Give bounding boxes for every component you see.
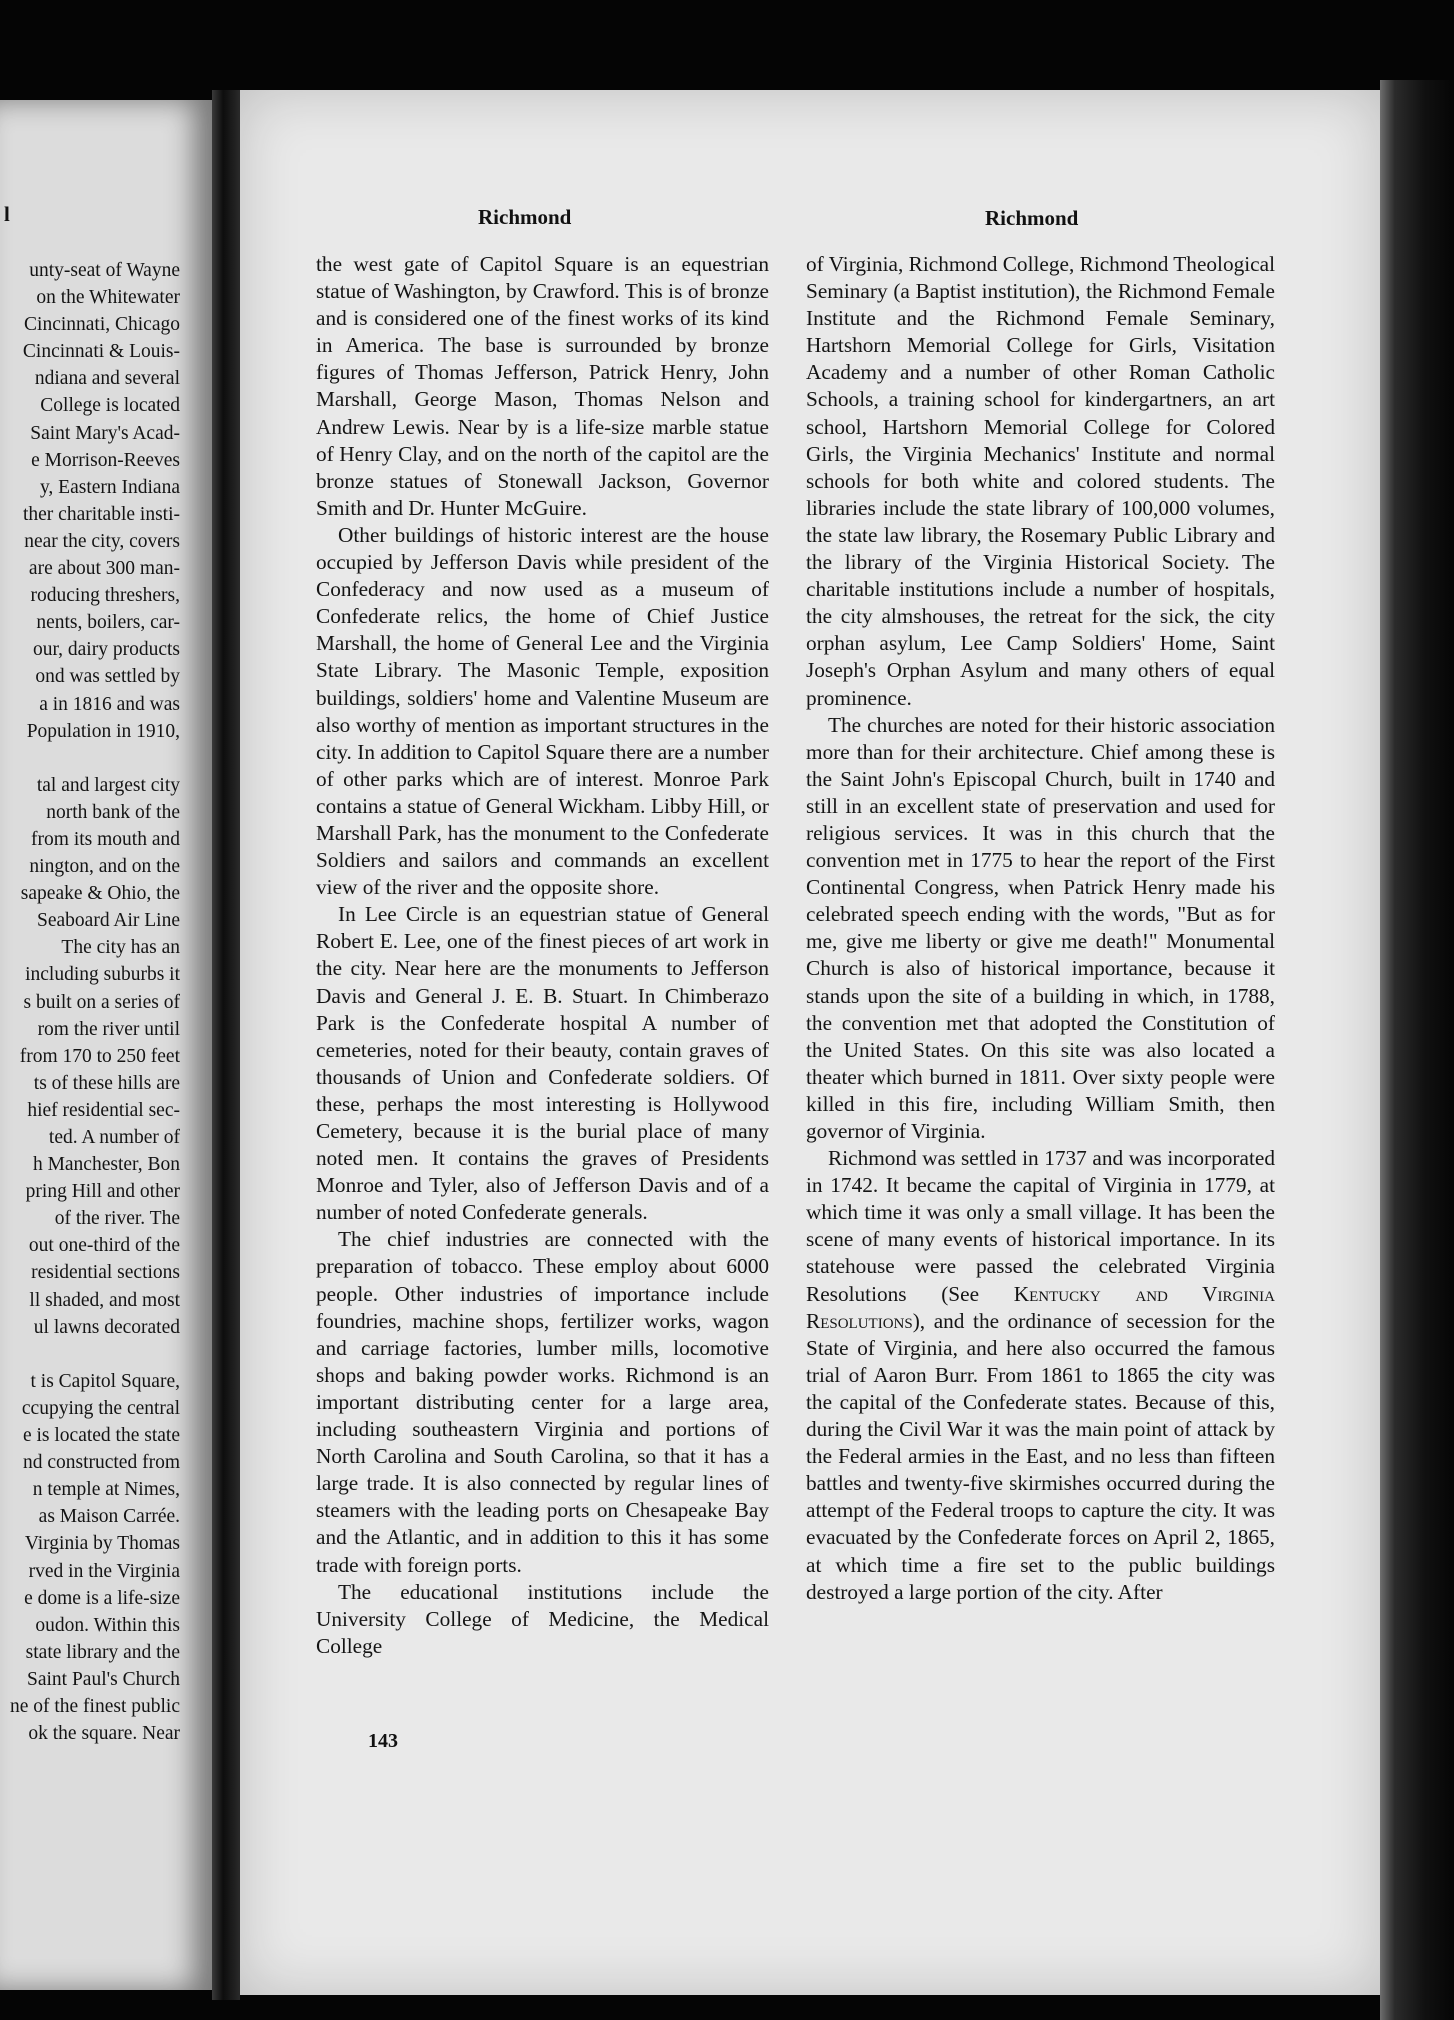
left-page-line: nington, and on the bbox=[29, 856, 180, 878]
running-head-left: Richmond bbox=[478, 205, 572, 229]
left-page-line: rved in the Virginia bbox=[28, 1560, 180, 1582]
left-page-line bbox=[0, 745, 180, 772]
left-page-line: Saint Mary's Acad- bbox=[30, 422, 180, 444]
left-page-line: ther charitable insti- bbox=[22, 503, 180, 525]
left-page-line: College is located bbox=[40, 395, 180, 417]
left-page-line: t is Capitol Square, bbox=[30, 1370, 180, 1392]
paragraph: Other buildings of historic interest are the house occupied by Jefferson Davis while president of the Confederacy and now used as a museum of Confederate relics, the home of Chief Justice Marshall, the home of General Lee and the Virginia State Library. The Masonic Temple, exposition buildings, soldiers' home and Valentine Museum are also worthy of mention as important structures in the city. In addition to Capitol Square there are a number of other parks which are of interest. Monroe Park contains a statue of General Wickham. Libby Hill, or Marshall Park, has the monument to the Confederate Soldiers and sailors and commands an excellent view of the river and the opposite shore. bbox=[316, 522, 769, 900]
paragraph: the west gate of Capitol Square is an equestrian statue of Washington, by Crawford. This is of bronze and is considered one of the finest works of its kind in America. The base is surrounded by bronze figures of Thomas Jefferson, Patrick Henry, John Marshall, George Mason, Thomas Nelson and Andrew Lewis. Near by is a life-size marble statue of Henry Clay, and on the north of the capitol are the bronze statues of Stonewall Jackson, Governor Smith and Dr. Hunter McGuire. bbox=[316, 252, 769, 520]
left-page-line: Virginia by Thomas bbox=[24, 1533, 180, 1555]
left-page-line: e Morrison-Reeves bbox=[31, 449, 180, 471]
left-page-line: Saint Paul's Church bbox=[26, 1668, 180, 1690]
paragraph: The chief industries are connected with the preparation of tobacco. These employ about 6000 people. Other industries of importance include foundries, machine shops, fertilizer works, wagon and carriage factories, lumber mills, locomotive shops and baking powder works. Richmond is an important distributing center for a large area, including southeastern Virginia and portions of North Carolina and South Carolina, so that it has a large trade. It is also connected by regular lines of steamers with the leading ports on Chesapeake Bay and the Atlantic, and in addition to this it has some trade with foreign ports. bbox=[316, 1227, 769, 1577]
left-page-line: Population in 1910, bbox=[26, 720, 180, 742]
left-page-line: nd constructed from bbox=[22, 1452, 180, 1474]
left-page-line: including suburbs it bbox=[25, 964, 180, 986]
left-page-line: y, Eastern Indiana bbox=[39, 476, 180, 498]
left-page-line: sapeake & Ohio, the bbox=[20, 883, 180, 905]
left-page-line: Seaboard Air Line bbox=[37, 910, 180, 932]
left-page-line: rom the river until bbox=[37, 1018, 180, 1040]
left-page-line: from its mouth and bbox=[31, 828, 180, 850]
left-page-header: l bbox=[4, 202, 10, 226]
left-page-line: s built on a series of bbox=[23, 991, 180, 1013]
left-page-line: ndiana and several bbox=[34, 368, 180, 390]
left-page-line: on the Whitewater bbox=[36, 287, 180, 309]
left-page-line: hief residential sec- bbox=[27, 1099, 180, 1121]
left-page-line: Cincinnati, Chicago bbox=[24, 314, 180, 336]
right-page bbox=[240, 90, 1380, 1995]
text-column-1 bbox=[316, 251, 769, 1660]
page-edge-shadow bbox=[1380, 80, 1454, 2020]
left-page-line: n temple at Nimes, bbox=[32, 1479, 180, 1501]
left-page-line: e is located the state bbox=[22, 1425, 180, 1447]
book-gutter bbox=[212, 90, 240, 2000]
paragraph-text: ), and the ordinance of secession for the State of Virginia, and here also occurred the famous trial of Aaron Burr. From 1861 to 1865 the city was the capital of the Confederate states. Because of this, during the Civil War it was the main point of attack by the Federal armies in the East, and no less than fifteen battles and twenty-five skirmishes occurred during the attempt of the Federal troops to capture the city. It was evacuated by the Confederate forces on April 2, 1865, at which time a fire set to the public buildings destroyed a large portion of the city. After bbox=[806, 1308, 1275, 1604]
page-number: 143 bbox=[368, 1730, 398, 1752]
left-page-line: oudon. Within this bbox=[35, 1614, 180, 1636]
left-page-line: are about 300 man- bbox=[28, 558, 180, 580]
left-page-line: tal and largest city bbox=[36, 774, 180, 796]
left-page-line: our, dairy products bbox=[32, 639, 180, 661]
left-page-line: Cincinnati & Louis- bbox=[22, 341, 180, 363]
left-page-line: residential sections bbox=[31, 1262, 180, 1284]
cross-reference[interactable]: Kentucky and Virginia Resolutions bbox=[806, 1281, 1275, 1333]
left-page-line: ul lawns decorated bbox=[33, 1316, 180, 1338]
left-page-line: unty-seat of Wayne bbox=[29, 260, 180, 281]
left-page-line: ok the square. Near bbox=[28, 1723, 180, 1745]
left-page-line: of the river. The bbox=[54, 1208, 180, 1230]
left-page-line: e dome is a life-size bbox=[24, 1587, 180, 1609]
left-page-line: ne of the finest public bbox=[9, 1695, 180, 1717]
left-page-line: north bank of the bbox=[46, 801, 180, 823]
left-page-line bbox=[0, 1341, 180, 1368]
running-head-right: Richmond bbox=[985, 206, 1079, 230]
left-page-line: from 170 to 250 feet bbox=[19, 1045, 180, 1067]
left-page bbox=[0, 100, 212, 1990]
left-page-line: ond was settled by bbox=[35, 666, 180, 688]
left-page-line: a in 1816 and was bbox=[39, 693, 180, 715]
paragraph: The churches are noted for their historic association more than for their architecture. Chief among these is the Saint John's Episcopal Church, built in 1740 and still in an excellent state of preservation and used for religious services. It was in this church that the convention met in 1775 to hear the report of the First Continental Congress, when Patrick Henry made his celebrated speech ending with the words, "But as for me, give me liberty or give me death!" Monumental Church is also of historical importance, because it stands upon the site of a building in which, in 1788, the convention met that adopted the Constitution of the United States. On this site was also located a theater which burned in 1811. Over sixty people were killed in this fire, including William Smith, then governor of Virginia. bbox=[806, 712, 1275, 1143]
left-page-line: near the city, covers bbox=[24, 530, 180, 552]
left-page-line: ts of these hills are bbox=[33, 1072, 180, 1094]
left-page-line: ll shaded, and most bbox=[29, 1289, 180, 1311]
text-column-2 bbox=[806, 251, 1275, 1606]
left-page-line: h Manchester, Bon bbox=[32, 1154, 180, 1176]
paragraph bbox=[806, 1145, 1275, 1606]
paragraph: of Virginia, Richmond College, Richmond Theological Seminary (a Baptist institution), the Richmond Female Institute and the Richmond Female Seminary, Hartshorn Memorial College for Girls, Visitation Academy and a number of other Roman Catholic Schools, a training school for kindergartners, an art school, Hartshorn Memorial College for Colored Girls, the Virginia Mechanics' Institute and normal schools for both white and colored students. The libraries include the state library of 100,000 volumes, the state law library, the Rosemary Public Library and the library of the Virginia Historical Society. The charitable institutions include a number of hospitals, the city almshouses, the retreat for the sick, the city orphan asylum, Lee Camp Soldiers' Home, Saint Joseph's Orphan Asylum and many others of equal prominence. bbox=[806, 252, 1275, 710]
left-page-line: as Maison Carrée. bbox=[38, 1506, 180, 1528]
left-page-line: The city has an bbox=[61, 937, 180, 959]
paragraph-text: Richmond was settled in 1737 and was incorporated in 1742. It became the capital of Virginia in 1779, at which time it was only a small village. It has been the scene of many events of historical importance. In its statehouse were passed the celebrated Virginia Resolutions (See bbox=[806, 1146, 1275, 1306]
left-page-line: out one-third of the bbox=[28, 1235, 180, 1257]
left-page-line: state library and the bbox=[25, 1641, 180, 1663]
left-page-text bbox=[0, 257, 180, 1747]
paragraph: In Lee Circle is an equestrian statue of General Robert E. Lee, one of the finest pieces of art work in the city. Near here are the monuments to Jefferson Davis and General J. E. B. Stuart. In Chimberazo Park is the Confederate hospital A number of cemeteries, noted for their beauty, contain graves of thousands of Union and Confederate soldiers. Of these, perhaps the most interesting is Hollywood Cemetery, because it is the burial place of many noted men. It contains the graves of Presidents Monroe and Tyler, also of Jefferson Davis and of a number of noted Confederate generals. bbox=[316, 902, 769, 1225]
left-page-line: ted. A number of bbox=[48, 1127, 180, 1148]
left-page-line: roducing threshers, bbox=[30, 585, 180, 607]
paragraph: The educational institutions include the University College of Medicine, the Medical College bbox=[316, 1579, 769, 1658]
left-page-line: ccupying the central bbox=[21, 1397, 180, 1419]
left-page-line: pring Hill and other bbox=[25, 1181, 180, 1203]
left-page-line: nents, boilers, car- bbox=[36, 612, 180, 634]
